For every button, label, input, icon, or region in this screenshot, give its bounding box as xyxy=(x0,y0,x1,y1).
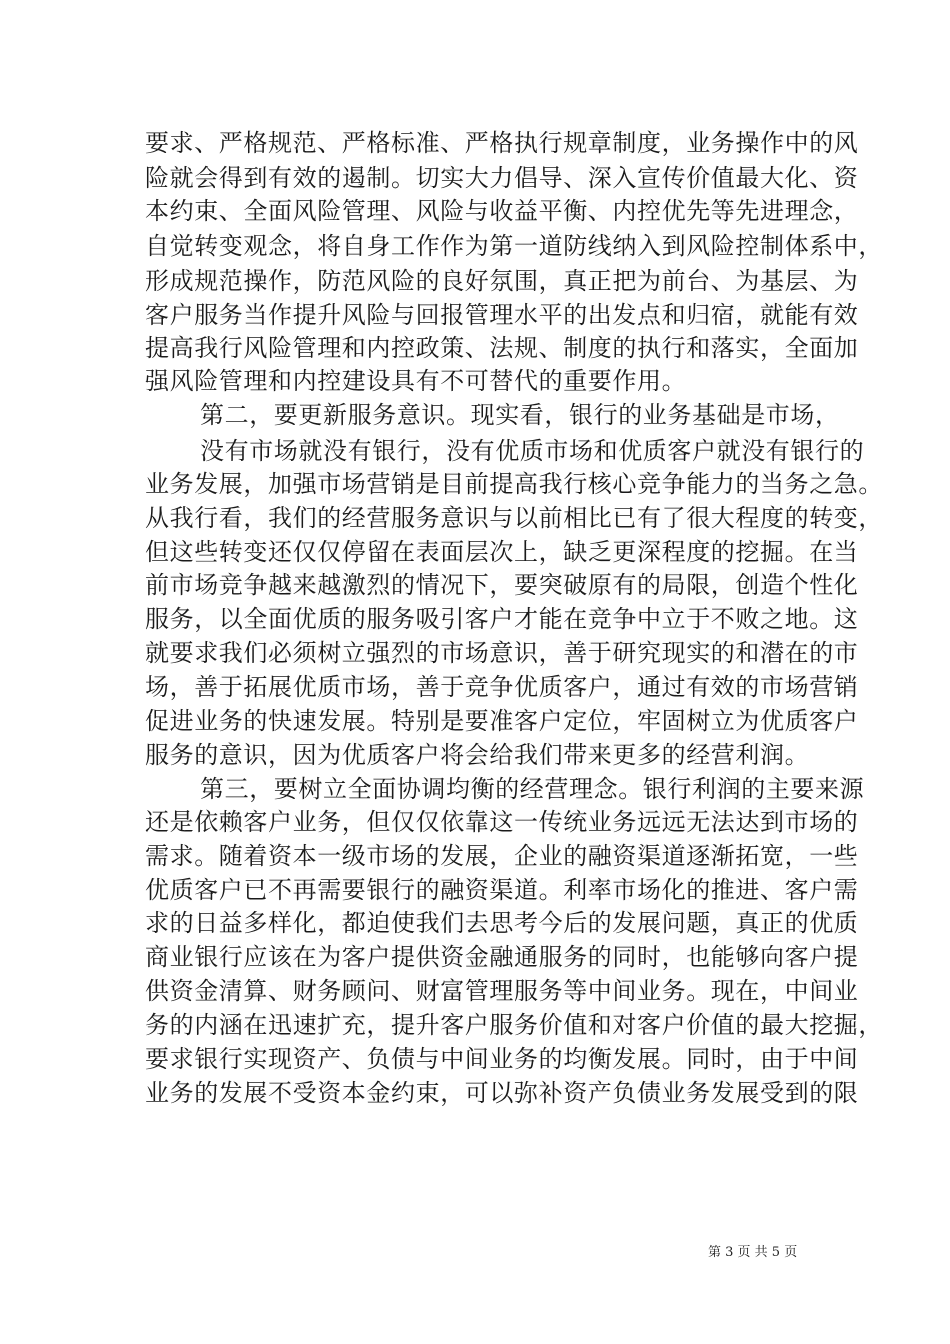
text-line: 还是依赖客户业务，但仅仅依靠这一传统业务远远无法达到市场的 xyxy=(145,808,859,836)
text-line: 促进业务的快速发展。特别是要准客户定位，牢固树立为优质客户 xyxy=(145,707,859,735)
text-line: 业务发展，加强市场营销是目前提高我行核心竞争能力的当务之急。 xyxy=(145,470,883,498)
page-number: 第 3 页 共 5 页 xyxy=(708,1245,798,1260)
text-line: 第二，要更新服务意识。现实看，银行的业务基础是市场， xyxy=(200,401,840,429)
text-line: 第三，要树立全面协调均衡的经营理念。银行利润的主要来源 xyxy=(200,775,865,803)
text-line: 业务的发展不受资本金约束，可以弥补资产负债业务发展受到的限 xyxy=(145,1079,859,1107)
text-line: 供资金清算、财务顾问、财富管理服务等中间业务。现在，中间业 xyxy=(145,977,859,1005)
text-line: 强风险管理和内控建设具有不可替代的重要作用。 xyxy=(145,367,687,395)
text-line: 但这些转变还仅仅停留在表面层次上，缺乏更深程度的挖掘。在当 xyxy=(145,538,859,566)
text-line: 优质客户已不再需要银行的融资渠道。利率市场化的推进、客户需 xyxy=(145,876,859,904)
text-line: 服务的意识，因为优质客户将会给我们带来更多的经营利润。 xyxy=(145,741,810,769)
text-line: 自觉转变观念，将自身工作作为第一道防线纳入到风险控制体系中， xyxy=(145,232,883,260)
text-line: 需求。随着资本一级市场的发展，企业的融资渠道逐渐拓宽，一些 xyxy=(145,842,859,870)
text-line: 服务，以全面优质的服务吸引客户才能在竞争中立于不败之地。这 xyxy=(145,605,859,633)
text-line: 就要求我们必须树立强烈的市场意识，善于研究现实的和潜在的市 xyxy=(145,639,859,667)
text-line: 客户服务当作提升风险与回报管理水平的出发点和归宿，就能有效 xyxy=(145,301,859,329)
text-line: 提高我行风险管理和内控政策、法规、制度的执行和落实，全面加 xyxy=(145,334,859,362)
text-line: 求的日益多样化，都迫使我们去思考今后的发展问题，真正的优质 xyxy=(145,909,859,937)
text-line: 从我行看，我们的经营服务意识与以前相比已有了很大程度的转变， xyxy=(145,504,883,532)
text-line: 本约束、全面风险管理、风险与收益平衡、内控优先等先进理念， xyxy=(145,197,859,225)
text-line: 要求银行实现资产、负债与中间业务的均衡发展。同时，由于中间 xyxy=(145,1045,859,1073)
text-line: 要求、严格规范、严格标准、严格执行规章制度，业务操作中的风 xyxy=(145,129,859,157)
text-line: 场，善于拓展优质市场，善于竞争优质客户，通过有效的市场营销 xyxy=(145,673,859,701)
text-line: 务的内涵在迅速扩充，提升客户服务价值和对客户价值的最大挖掘， xyxy=(145,1011,883,1039)
text-line: 险就会得到有效的遏制。切实大力倡导、深入宣传价值最大化、资 xyxy=(145,164,859,192)
text-line: 前市场竞争越来越激烈的情况下，要突破原有的局限，创造个性化 xyxy=(145,571,859,599)
text-line: 形成规范操作，防范风险的良好氛围，真正把为前台、为基层、为 xyxy=(145,267,859,295)
text-line: 没有市场就没有银行，没有优质市场和优质客户就没有银行的 xyxy=(200,437,865,465)
text-line: 商业银行应该在为客户提供资金融通服务的同时，也能够向客户提 xyxy=(145,943,859,971)
